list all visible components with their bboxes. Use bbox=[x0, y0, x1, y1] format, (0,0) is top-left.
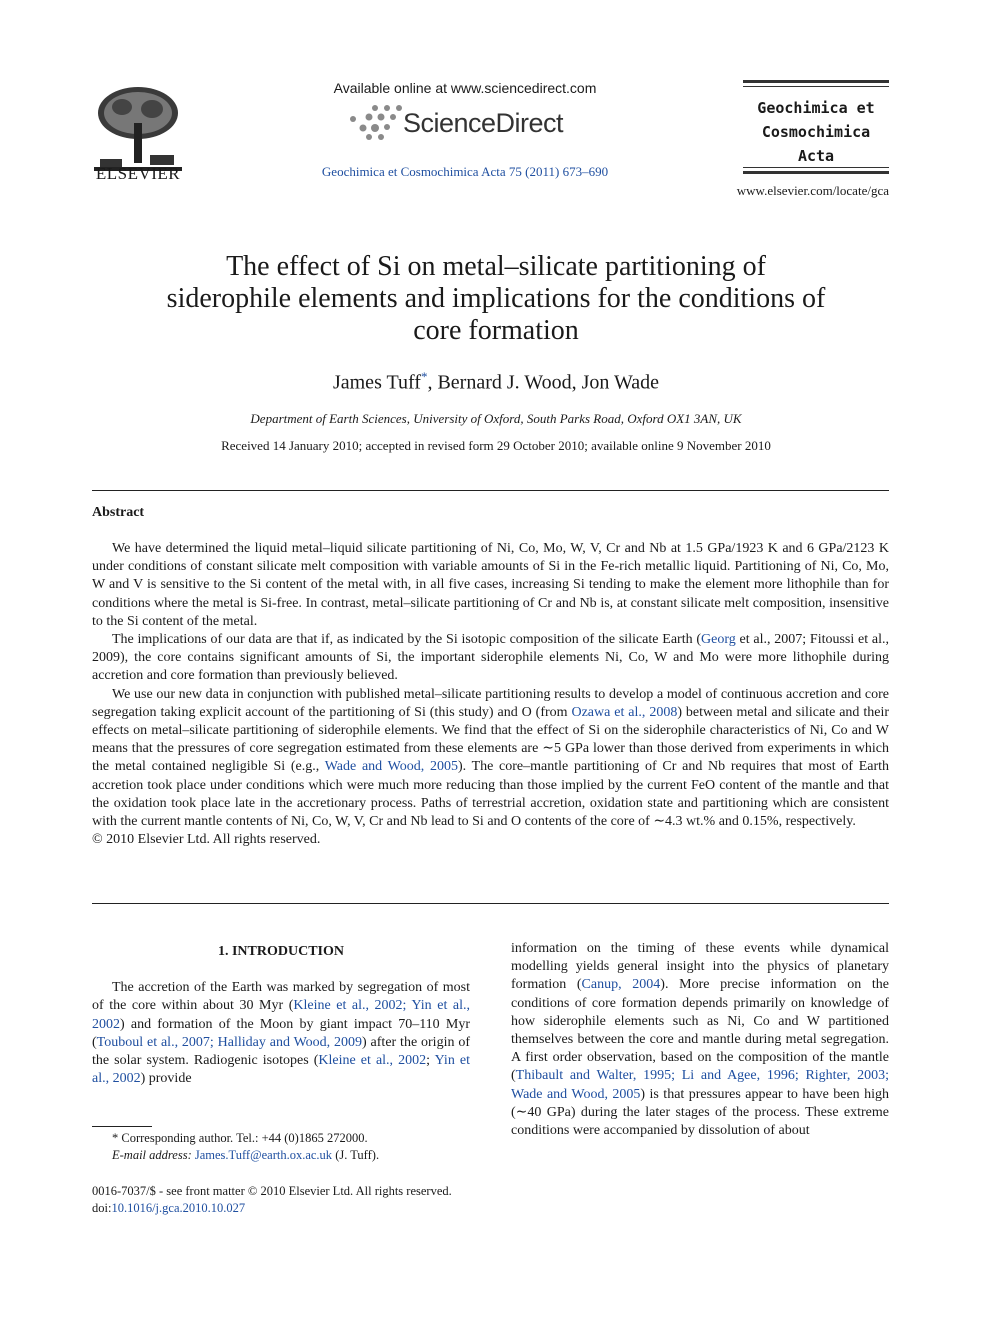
abstract-paragraph bbox=[92, 686, 889, 832]
corresponding-author-note: * Corresponding author. Tel.: +44 (0)1865 272000. bbox=[112, 1131, 368, 1145]
text-run: The accretion of the Earth was marked by segregation of most of the core within about 30 Myr ( bbox=[92, 980, 470, 1014]
author-name: James Tuff bbox=[332, 371, 421, 394]
text-run: ). The core–mantle partitioning of Cr and Nb requires that most of Earth accretion took place under conditions which were much more reducing than those implied by the current FeO content of the mantle and that the oxidation took place late in the accretionary process. Paths of terrestrial accretion, oxidation state and partitioning which are consistent with the current mantle contents of Ni, Co, W, V, Cr and Nb lead to Si and O contents of the core of ∼4.3 wt.% and 0.15%, respectively. bbox=[92, 759, 890, 830]
text-run: ; bbox=[426, 1053, 435, 1069]
copyright-notice: © 2010 Elsevier Ltd. All rights reserved. bbox=[92, 832, 321, 848]
text-run: (J. Tuff). bbox=[332, 1148, 380, 1162]
divider bbox=[92, 903, 889, 904]
text-run: ) between metal and silicate and their effects on metal–silicate partitioning of siderophile elements. We find that the effect of Si on the siderophile characteristics of Ni, Co and W means that the pressures of core segregation estimated from these elements are ∼5 GPa lower than those derived from experiments in which the metal contained negligible Si (e.g., bbox=[92, 704, 889, 775]
corresponding-author-mark[interactable]: * bbox=[420, 369, 428, 384]
title-line-3: core formation bbox=[413, 315, 579, 346]
article-title bbox=[110, 251, 882, 347]
citation-link[interactable]: Wade and Wood, 2005 bbox=[324, 759, 458, 775]
email-label: E-mail address: bbox=[112, 1148, 192, 1162]
journal-url-link[interactable]: www.elsevier.com/locate/gca bbox=[736, 183, 889, 198]
sciencedirect-wordmark: ScienceDirect bbox=[403, 108, 564, 138]
citation-link[interactable]: Yin et al., 2002 bbox=[92, 1053, 470, 1087]
footnote-divider bbox=[92, 1126, 152, 1127]
issn-line: 0016-7037/$ - see front matter © 2010 Elsevier Ltd. All rights reserved. bbox=[92, 1184, 452, 1198]
text-run: We use our new data in conjunction with published metal–silicate partitioning results to develop a model of continuous accretion and core segregation taking explicit account of the partitioning of Si (this study) and O (from bbox=[92, 686, 889, 720]
citation-link[interactable]: Kleine et al., 2002; Yin et al., 2002 bbox=[92, 998, 470, 1032]
section-heading: 1. INTRODUCTION bbox=[217, 944, 344, 959]
journal-title-line-3: Acta bbox=[797, 147, 835, 165]
citation-link[interactable]: Kleine et al., 2002 bbox=[318, 1053, 427, 1069]
title-line-1: The effect of Si on metal–silicate partitioning of bbox=[226, 251, 766, 282]
divider bbox=[92, 490, 889, 491]
doi-link[interactable]: 10.1016/j.gca.2010.10.027 bbox=[111, 1201, 246, 1215]
citation-link[interactable]: Canup, 2004 bbox=[581, 977, 661, 993]
body-paragraph bbox=[92, 979, 470, 1088]
author-list bbox=[140, 369, 852, 395]
doi-line bbox=[92, 1200, 592, 1217]
doi-label: doi: bbox=[92, 1201, 112, 1215]
text-run: ). More precise information on the conditions of core formation depends primarily on knowledge of how siderophile elements such as Ni, Co and W partitioned themselves between the core and mantle during metal segregation. A first order observation, based on the composition of the mantle ( bbox=[511, 977, 889, 1084]
text-run: The implications of our data are that if, as indicated by the Si isotopic composition of the silicate Earth ( bbox=[112, 632, 702, 648]
front-matter-info bbox=[92, 1183, 592, 1217]
abstract-heading: Abstract bbox=[92, 505, 145, 520]
affiliation: Department of Earth Sciences, University of Oxford, South Parks Road, Oxford OX1 3AN, UK bbox=[250, 411, 742, 426]
title-line-2: siderophile elements and implications for the conditions of bbox=[166, 283, 826, 314]
right-column bbox=[511, 940, 889, 1140]
sciencedirect-dots-icon bbox=[345, 104, 407, 142]
text-run: et al., 2007; Fitoussi et al., 2009), the core contains significant amounts of Si, the important siderophile elements Ni, Co, W and Mo were more lithophile during accretion and core formation than previously believed. bbox=[92, 632, 890, 684]
journal-title-line-2: Cosmochimica bbox=[761, 123, 871, 141]
abstract-paragraph bbox=[92, 631, 889, 686]
journal-title bbox=[743, 96, 889, 168]
received-dates: Received 14 January 2010; accepted in revised form 29 October 2010; available online 9 November 2010 bbox=[221, 438, 771, 453]
abstract-body bbox=[92, 540, 889, 849]
email-note bbox=[92, 1147, 470, 1164]
sciencedirect-logo[interactable] bbox=[345, 102, 585, 142]
text-run: ) after the origin of the solar system. Radiogenic isotopes ( bbox=[92, 1034, 470, 1069]
body-paragraph bbox=[511, 940, 889, 1140]
journal-reference-link[interactable]: Geochimica et Cosmochimica Acta 75 (2011) 673–690 bbox=[321, 164, 609, 179]
citation-link[interactable]: Georg bbox=[701, 632, 736, 648]
other-authors: , Bernard J. Wood, Jon Wade bbox=[427, 371, 660, 394]
citation-link[interactable]: Thibault and Walter, 1995; Li and Agee, 1996; Righter, 2003; Wade and Wood, 2005 bbox=[511, 1068, 889, 1102]
text-run: ) and formation of the Moon by giant impact 70–110 Myr ( bbox=[92, 1016, 470, 1050]
text-run: ) provide bbox=[140, 1071, 192, 1087]
left-column bbox=[92, 940, 470, 1088]
abstract-paragraph: We have determined the liquid metal–liquid silicate partitioning of Ni, Co, Mo, W, V, Cr and Nb at 1.5 GPa/1923 K and 6 GPa/2123 K under conditions of constant silicate melt composition with variable amounts of Si in the Fe-rich metallic liquid. Partitioning of Ni, Co, Mo, W and V is sensitive to the Si content of the metal with, in all five cases, increasing Si tending to make the element more lithophile than for conditions where the metal is Si-free. In contrast, metal–silicate partitioning of Cr and Nb is, at constant silicate melt composition, insensitive to the Si content of the metal. bbox=[92, 541, 889, 629]
citation-link[interactable]: Touboul et al., 2007; Halliday and Wood, 2009 bbox=[96, 1034, 363, 1050]
journal-title-line-1: Geochimica et bbox=[757, 99, 875, 117]
available-online-text[interactable]: Available online at www.sciencedirect.com bbox=[333, 80, 597, 96]
text-run: ) is that pressures appear to have been high (∼40 GPa) during the later stages of the process. These extreme conditions were accompanied by dissolution of about bbox=[511, 1086, 890, 1139]
text-run: information on the timing of these events while dynamical modelling yields general insight into the physics of planetary formation ( bbox=[511, 941, 889, 993]
email-link[interactable]: James.Tuff@earth.ox.ac.uk bbox=[194, 1148, 333, 1162]
elsevier-wordmark: ELSEVIER bbox=[95, 164, 181, 183]
citation-link[interactable]: Ozawa et al., 2008 bbox=[571, 704, 678, 720]
footnote bbox=[92, 1130, 470, 1164]
